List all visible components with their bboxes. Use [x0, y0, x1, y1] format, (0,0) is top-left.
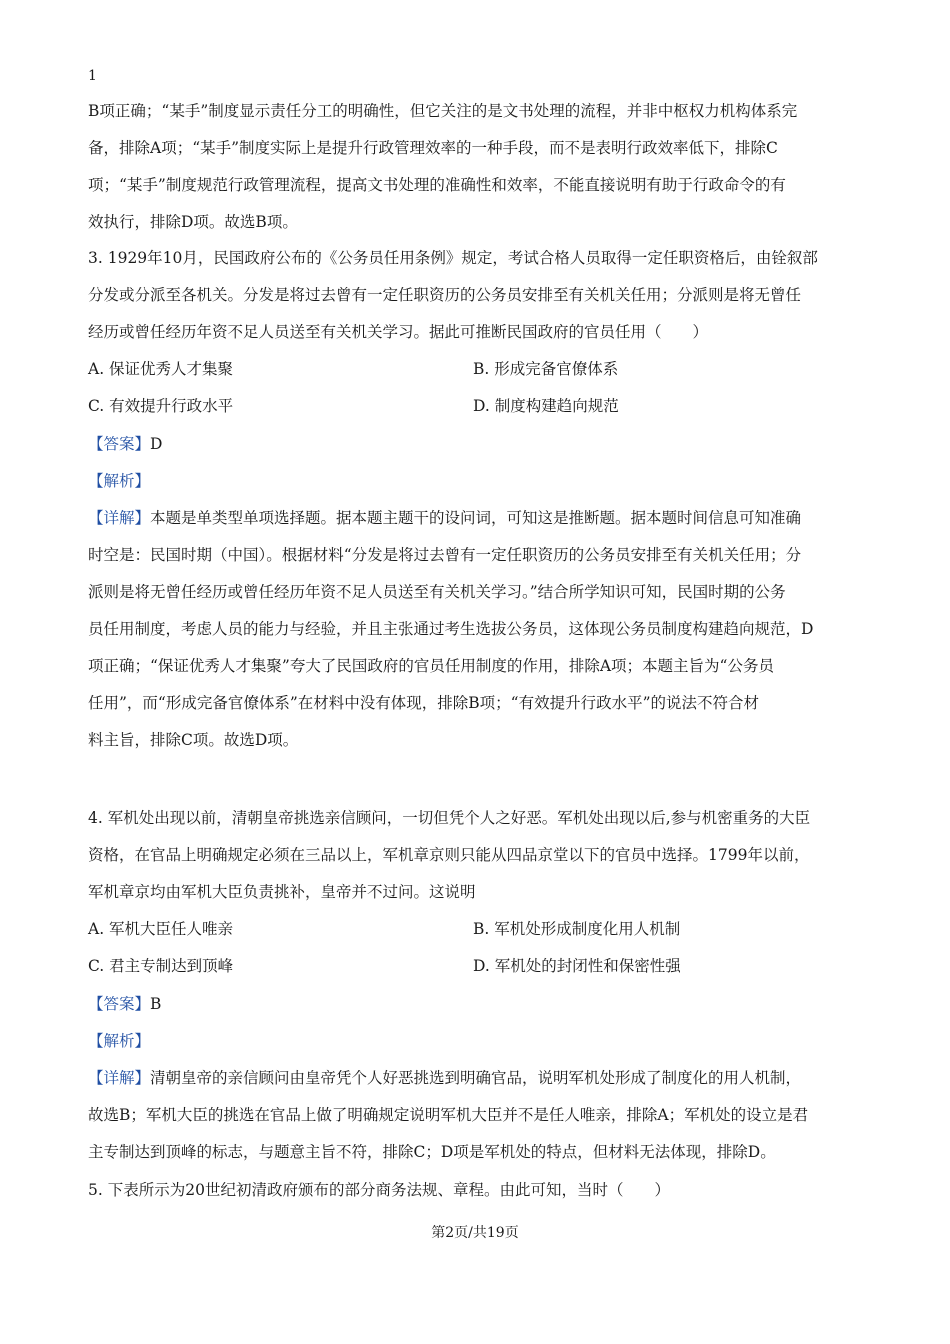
answer-value: D — [150, 435, 163, 453]
text-line: 3. 1929年10月，民国政府公布的《公务员任用条例》规定，考试合格人员取得一定任职资格后，由铨叙部 — [88, 249, 818, 267]
detail-text: 清朝皇帝的亲信顾问由皇帝凭个人好恶挑选到明确官品，说明军机处形成了制度化的用人机制， — [150, 1069, 802, 1087]
q3-answer — [88, 426, 162, 463]
text-line: 4. 军机处出现以前，清朝皇帝挑选亲信顾问，一切但凭个人之好恶。军机处出现以后,参与机密重务的大臣 — [88, 809, 811, 827]
answer-tag: 【答案】 — [88, 435, 151, 453]
q4-option-b: B. 军机处形成制度化用人机制 — [473, 920, 681, 938]
q4-stem — [88, 800, 863, 911]
text-line: 主专制达到顶峰的标志，与题意主旨不符，排除C；D项是军机处的特点，但材料无法体现，排除D。 — [88, 1143, 776, 1161]
text-line: 故选B；军机大臣的挑选在官品上做了明确规定说明军机大臣并不是任人唯亲，排除A；军机处的设立是君 — [88, 1106, 809, 1124]
text-line: 料主旨，排除C项。故选D项。 — [88, 731, 299, 749]
q3-detail — [88, 500, 863, 759]
q3-option-d: D. 制度构建趋向规范 — [473, 397, 619, 415]
q4-answer — [88, 986, 161, 1023]
text-line: 效执行，排除D项。故选B项。 — [88, 213, 298, 231]
q4-detail — [88, 1060, 863, 1171]
text-line: 经历或曾任经历年资不足人员送至有关机关学习。据此可推断民国政府的官员任用（ ） — [88, 323, 709, 341]
text-line: 资格，在官品上明确规定必须在三品以上，军机章京则只能从四品京堂以下的官员中选择。1799年以前， — [88, 846, 810, 864]
q4-option-d: D. 军机处的封闭性和保密性强 — [473, 957, 681, 975]
analysis-tag: 【解析】 — [88, 1032, 151, 1050]
text-line: 分发或分派至各机关。分发是将过去曾有一定任职资历的公务员安排至有关机关任用；分派则是将无曾任 — [88, 286, 802, 304]
text-line: 军机章京均由军机大臣负责挑补，皇帝并不过问。这说明 — [88, 883, 476, 901]
q4-option-c: C. 君主专制达到顶峰 — [88, 957, 234, 975]
text-line: 员任用制度，考虑人员的能力与经验，并且主张通过考生选拔公务员，这体现公务员制度构建趋向规范，D — [88, 620, 814, 638]
text-line: 5. 下表所示为20世纪初清政府颁布的部分商务法规、章程。由此可知，当时（ ） — [88, 1181, 670, 1199]
detail-text: 本题是单类型单项选择题。据本题主题干的设问词，可知这是推断题。据本题时间信息可知准确 — [150, 509, 802, 527]
text-line — [88, 1060, 863, 1097]
page-marker: 1 — [88, 68, 97, 84]
q4-options-row-2 — [88, 948, 863, 985]
text-line: 备，排除A项；“某手”制度实际上是提升行政管理效率的一种手段，而不是表明行政效率低下，排除C — [88, 139, 778, 157]
q2-detail-continuation — [88, 93, 863, 241]
text-line — [88, 500, 863, 537]
q4-option-a: A. 军机大臣任人唯亲 — [88, 920, 234, 938]
answer-tag: 【答案】 — [88, 995, 151, 1013]
q3-option-c: C. 有效提升行政水平 — [88, 397, 234, 415]
text-line: 项正确；“保证优秀人才集聚”夸大了民国政府的官员任用制度的作用，排除A项；本题主旨为“公务员 — [88, 657, 774, 675]
text-line: B项正确；“某手”制度显示责任分工的明确性，但它关注的是文书处理的流程，并非中枢权力机构体系完 — [88, 102, 798, 120]
detail-tag: 【详解】 — [88, 1069, 151, 1087]
detail-tag: 【详解】 — [88, 509, 151, 527]
q3-options-row-1 — [88, 351, 863, 388]
answer-value: B — [150, 995, 162, 1013]
q3-option-b: B. 形成完备官僚体系 — [473, 360, 619, 378]
text-line: 时空是：民国时期（中国）。根据材料“分发是将过去曾有一定任职资历的公务员安排至有关机关任用；分 — [88, 546, 802, 564]
q4-options-row-1 — [88, 911, 863, 948]
q4-analysis-heading — [88, 1023, 150, 1060]
analysis-tag: 【解析】 — [88, 472, 151, 490]
q3-options-row-2 — [88, 388, 863, 425]
page-footer: 第2页/共19页 — [431, 1225, 519, 1241]
q3-stem — [88, 240, 863, 351]
text-line: 项；“某手”制度规范行政管理流程，提高文书处理的准确性和效率，不能直接说明有助于行政命令的有 — [88, 176, 786, 194]
text-line: 任用”，而“形成完备官僚体系”在材料中没有体现，排除B项；“有效提升行政水平”的说法不符合材 — [88, 694, 760, 712]
text-line: 派则是将无曾任经历或曾任经历年资不足人员送至有关机关学习。”结合所学知识可知，民国时期的公务 — [88, 583, 786, 601]
q3-option-a: A. 保证优秀人才集聚 — [88, 360, 234, 378]
q5-stem — [88, 1172, 863, 1209]
q3-analysis-heading — [88, 463, 150, 500]
